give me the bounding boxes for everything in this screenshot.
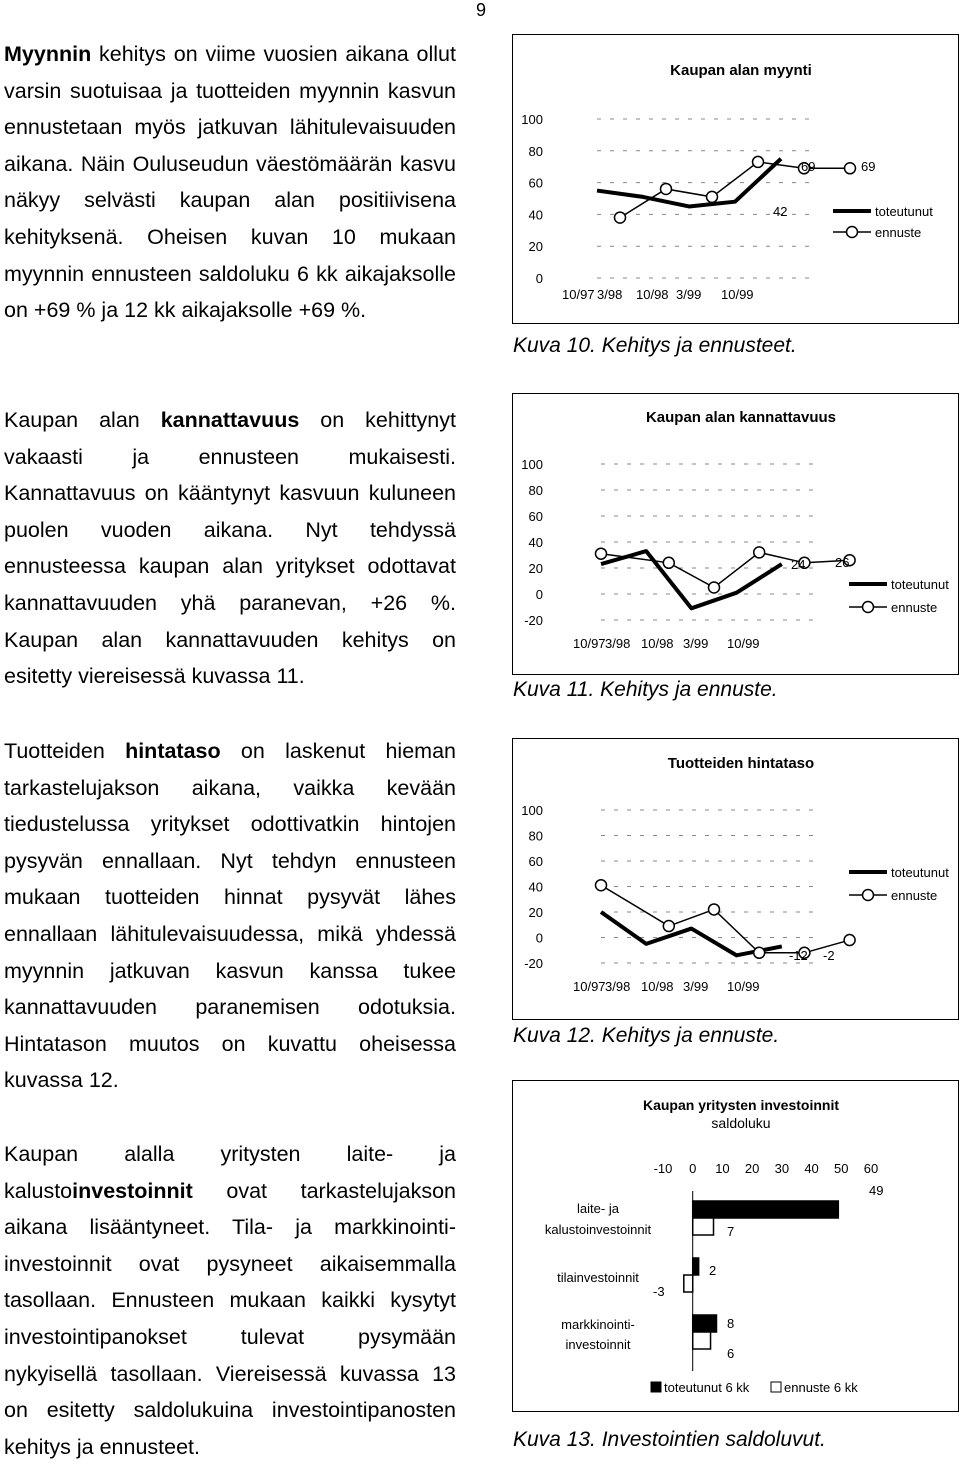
page-number: 9 (476, 0, 487, 20)
bold-term: hintataso (125, 739, 221, 763)
paragraph-price-level (4, 733, 456, 1099)
legend-label-toteutunut: toteutunut (891, 577, 949, 592)
data-point-ennuste (709, 582, 720, 593)
y-tick-label: -20 (524, 613, 543, 628)
category-label: markkinointi- (561, 1317, 635, 1332)
y-tick-label: 100 (521, 457, 543, 472)
x-tick-label: 0 (689, 1161, 697, 1176)
data-point-ennuste (663, 557, 674, 568)
legend-label-toteutunut: toteutunut (891, 865, 949, 880)
y-tick-label: 0 (535, 271, 543, 286)
data-point-ennuste (661, 183, 672, 194)
x-tick-label: 3/98 (605, 979, 631, 994)
bold-term: Myynnin (4, 42, 92, 66)
series-line-ennuste (601, 885, 850, 953)
paragraph-text: Kaupan alalla yritysten laite- ja kalusto (4, 1142, 456, 1203)
chart-title: Kaupan alan kannattavuus (645, 409, 837, 426)
legend-label-toteutunut: toteutunut (875, 204, 933, 219)
data-label: 7 (727, 1224, 735, 1239)
caption-figure-13: Kuva 13. Investointien saldoluvut. (513, 1428, 826, 1451)
paragraph-text: kehitys on viime vuosien aikana ollut varsin suotuisaa ja tuotteiden myynnin kasvun ennustetaan myös jatkuvan lähitulevaisuuden aikana. Näin Ouluseudun väestömäärän kasvu näkyy selvästi kaupan alan positiivisena kehityksenä. Oheisen kuvan 10 mukaan myynnin ennusteen saldoluku 6 kk aikajaksolle on +69 % ja 12 kk aikajaksolle +69 %. (4, 42, 456, 323)
chart-title: Kaupan alan myynti (670, 62, 812, 79)
chart-price-level-frame (512, 738, 959, 1020)
y-tick-label: 0 (535, 930, 543, 946)
x-tick-label: 10 (715, 1161, 730, 1176)
y-tick-label: 80 (528, 143, 543, 159)
data-point-ennuste (707, 191, 718, 202)
bar-toteutunut (693, 1201, 839, 1218)
x-tick-label: 10/98 (641, 636, 674, 651)
y-tick-label: 80 (528, 483, 543, 498)
category-label: laite- ja (577, 1201, 619, 1216)
legend-swatch-toteutunut (651, 1382, 661, 1392)
chart-sales-frame (512, 34, 959, 324)
x-tick-label: 3/98 (597, 287, 623, 302)
x-tick-label: 30 (774, 1161, 790, 1176)
x-tick-label: 3/99 (676, 287, 702, 302)
data-label: 26 (835, 555, 850, 570)
chart-sales (513, 35, 958, 323)
series-line-toteutunut (601, 551, 782, 608)
data-point-ennuste (844, 935, 855, 946)
caption-figure-12: Kuva 12. Kehitys ja ennuste. (513, 1024, 780, 1047)
x-tick-label: 10/99 (721, 287, 754, 302)
x-tick-label: 3/99 (683, 979, 709, 994)
legend-marker-ennuste (863, 602, 874, 613)
y-tick-label: 40 (528, 879, 543, 895)
y-tick-label: 60 (528, 175, 543, 191)
y-tick-label: 20 (528, 239, 543, 255)
x-tick-label: -10 (653, 1161, 673, 1176)
legend-marker-ennuste (847, 227, 858, 238)
data-point-ennuste (615, 212, 626, 223)
x-tick-label: 10/98 (641, 979, 674, 994)
data-point-ennuste (845, 163, 856, 174)
paragraph-profitability (4, 402, 456, 695)
data-point-ennuste (596, 880, 607, 891)
x-tick-label: 10/97 (562, 287, 595, 302)
bar-ennuste (693, 1218, 714, 1235)
y-tick-label: 20 (528, 905, 543, 920)
chart-profitability (513, 394, 958, 674)
legend-swatch-ennuste (771, 1382, 781, 1392)
bold-term: investoinnit (72, 1178, 193, 1203)
paragraph-text: Kaupan alan (4, 408, 161, 432)
legend-label-ennuste: ennuste (891, 888, 938, 903)
y-tick-label: 40 (528, 207, 543, 223)
x-tick-label: 3/99 (683, 636, 709, 651)
legend-label-ennuste: ennuste (875, 225, 922, 240)
x-tick-label: 20 (744, 1161, 760, 1176)
chart-price-level (513, 739, 958, 1019)
data-point-ennuste (754, 547, 765, 558)
data-label: 2 (709, 1263, 717, 1278)
data-label: -2 (823, 948, 835, 963)
y-tick-label: 40 (528, 535, 543, 550)
legend-label-toteutunut: toteutunut 6 kk (664, 1380, 750, 1395)
y-tick-label: 60 (528, 509, 543, 524)
data-label: 6 (727, 1346, 735, 1361)
category-label: kalustoinvestoinnit (544, 1222, 652, 1237)
legend-label-ennuste: ennuste (891, 600, 938, 615)
x-tick-label: 40 (804, 1161, 819, 1176)
data-label: 49 (869, 1183, 884, 1198)
data-point-ennuste (596, 548, 607, 559)
x-tick-label: 3/98 (605, 636, 631, 651)
category-label: investoinnit (565, 1337, 631, 1352)
paragraph-text: on kehittynyt vakaasti ja ennusteen mukaisesti. Kannattavuus on kääntynyt kasvuun kuluneen puolen vuoden aikana. Nyt tehdyssä ennusteessa kaupan alan yritykset odottavat kannattavuuden yhä paranevan, +26 %. Kaupan alan kannattavuuden kehitys on esitetty viereisessä kuvassa 11. (4, 408, 456, 689)
chart-investments-frame (512, 1080, 959, 1412)
y-tick-label: 0 (535, 587, 543, 602)
paragraph-text: Tuotteiden (4, 739, 126, 763)
bar-toteutunut (693, 1315, 717, 1332)
category-label: tilainvestoinnit (557, 1270, 639, 1285)
bar-toteutunut (693, 1258, 699, 1275)
chart-subtitle: saldoluku (711, 1115, 771, 1131)
paragraph-sales (4, 36, 456, 329)
y-tick-label: 100 (521, 803, 543, 818)
data-label: -12 (789, 948, 808, 963)
chart-title: Kaupan yritysten investoinnit (642, 1097, 840, 1113)
x-tick-label: 10/97 (573, 636, 606, 651)
x-tick-label: 10/97 (573, 979, 606, 994)
chart-investments (513, 1081, 958, 1411)
paragraph-text: ovat tarkastelujakson aikana lisääntyneet. Tila- ja markkinointi-investoinnit ovat pysyneet aikaisemmalla tasollaan. Ennusteen mukaan kaikki kysytyt investointipanokset tulevat pysymään nykyisellä tasollaan. Viereisessä kuvassa 13 on esitetty saldolukuina investointipanosten kehitys ja ennusteet. (4, 1178, 456, 1459)
series-line-ennuste (620, 162, 850, 218)
bar-ennuste (693, 1332, 711, 1349)
bold-term: kannattavuus (160, 408, 300, 432)
data-label: -3 (653, 1284, 665, 1299)
data-label: 8 (727, 1316, 735, 1331)
data-point-ennuste (753, 156, 764, 167)
data-label: 42 (773, 204, 788, 219)
chart-title: Tuotteiden hintataso (667, 755, 815, 772)
x-tick-label: 60 (863, 1161, 879, 1176)
legend-marker-ennuste (863, 890, 874, 901)
data-label: 24 (791, 557, 806, 572)
y-tick-label: 100 (521, 112, 543, 127)
y-tick-label: 80 (528, 828, 543, 844)
x-tick-label: 10/99 (727, 636, 760, 651)
paragraph-investments (4, 1136, 456, 1465)
caption-figure-11: Kuva 11. Kehitys ja ennuste. (513, 678, 778, 701)
x-tick-label: 10/98 (636, 287, 669, 302)
data-label: 69 (861, 159, 876, 174)
data-point-ennuste (709, 904, 720, 915)
data-point-ennuste (754, 947, 765, 958)
series-line-ennuste (601, 552, 850, 587)
y-tick-label: 60 (528, 854, 543, 869)
data-point-ennuste (663, 921, 674, 932)
legend-label-ennuste: ennuste 6 kk (784, 1380, 858, 1395)
y-tick-label: -20 (524, 956, 543, 971)
y-tick-label: 20 (528, 561, 543, 576)
caption-figure-10: Kuva 10. Kehitys ja ennusteet. (513, 334, 797, 357)
data-label: 69 (801, 159, 816, 174)
x-tick-label: 10/99 (727, 979, 760, 994)
x-tick-label: 50 (834, 1161, 849, 1176)
bar-ennuste (684, 1275, 693, 1292)
chart-profitability-frame (512, 393, 959, 675)
paragraph-text: on laskenut hieman tarkastelujakson aikana, vaikka kevään tiedustelussa yritykset odottivatkin hintojen pysyvän ennallaan. Nyt tehdyn ennusteen mukaan tuotteiden hinnat pysyvät lähes ennallaan lähitulevaisuudessa, mikä yhdessä myynnin jatkuvan kasvun kanssa tukee kannattavuuden paranemisen odotuksia. Hintatason muutos on kuvattu oheisessa kuvassa 12. (4, 739, 456, 1093)
